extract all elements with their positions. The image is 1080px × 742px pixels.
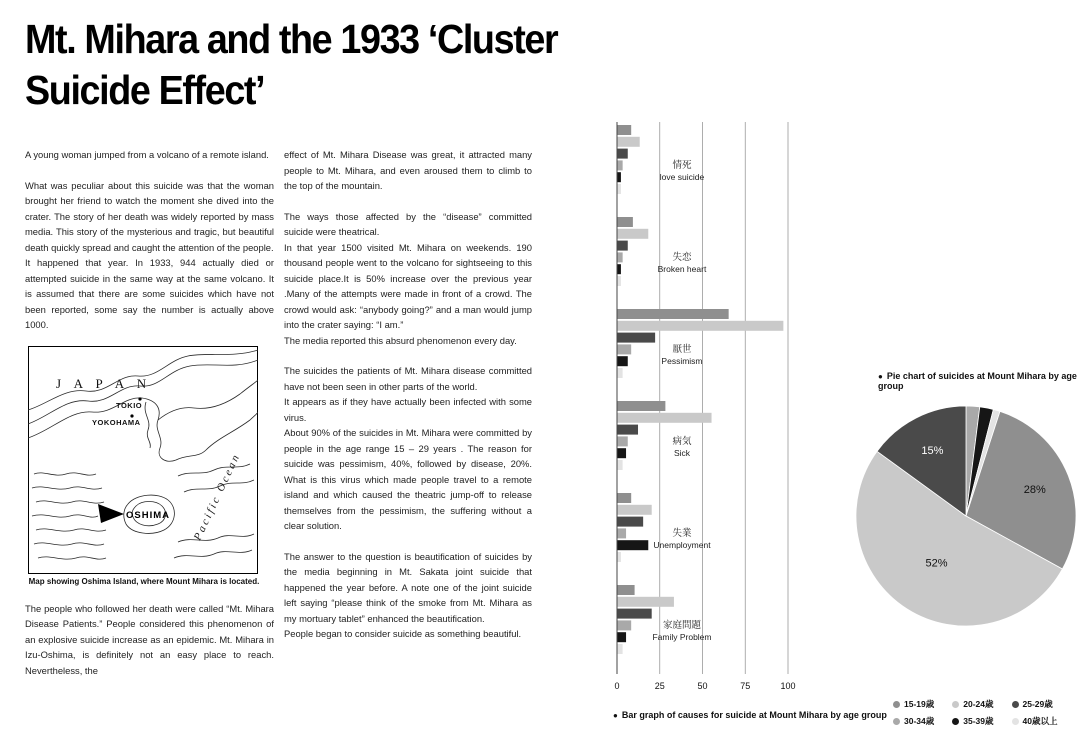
paragraph-left-1: A young woman jumped from a volcano of a remote island.	[25, 149, 269, 160]
category-label-ja: 失恋	[672, 252, 692, 263]
bar-chart-caption	[613, 710, 887, 720]
bar[interactable]	[618, 333, 656, 343]
middle-column	[284, 147, 532, 642]
paragraph-mid-8: The answer to the question is beautification of suicides by the media beginning in Mt. Sakata joint suicide that happened the year before. A note one of the joint suicide left saying “please think of the smoke from Mt. Mihara as my mortuary tablet” enhanced the beautification.	[284, 550, 532, 624]
category-label-ja: 厭世	[672, 344, 692, 355]
legend-item	[1012, 698, 1058, 710]
legend-label: 40歳以上	[1022, 716, 1058, 726]
category-label-en: Pessimism	[661, 356, 703, 366]
x-tick-label: 25	[654, 681, 665, 691]
bar[interactable]	[618, 276, 621, 286]
bar[interactable]	[618, 309, 729, 319]
map-svg	[28, 346, 258, 574]
bar[interactable]	[618, 229, 649, 239]
legend-item	[893, 715, 934, 727]
bar[interactable]	[618, 425, 639, 435]
x-tick-label: 0	[614, 681, 620, 691]
bar[interactable]	[618, 252, 623, 262]
category-label-ja: 情死	[672, 160, 692, 171]
legend-swatch-icon	[1012, 718, 1019, 725]
legend-label: 15-19歳	[904, 699, 935, 709]
title-line-1: Mt. Mihara and the 1933 ‘Cluster	[25, 16, 558, 62]
map-caption: Map showing Oshima Island, where Mount Mihara is located.	[28, 576, 260, 586]
bar[interactable]	[618, 241, 628, 251]
bar[interactable]	[618, 356, 628, 366]
paragraph-mid-5: The suicides the patients of Mt. Mihara disease committed have not been seen in other parts of the world.	[284, 365, 532, 392]
category-label-en: Sick	[673, 448, 691, 458]
legend-swatch-icon	[952, 718, 959, 725]
bar[interactable]	[618, 540, 649, 550]
map-label-oshima: OSHIMA	[126, 509, 170, 521]
bullet-icon: ●	[613, 711, 618, 720]
x-tick-label: 75	[740, 681, 751, 691]
category-label-ja: 失業	[672, 528, 692, 539]
legend-item	[893, 698, 934, 710]
legend-label: 30-34歳	[904, 716, 935, 726]
bar[interactable]	[618, 528, 627, 538]
pie-chart-svg	[852, 398, 1080, 630]
bullet-icon: ●	[878, 372, 883, 381]
x-tick-label: 100	[780, 681, 796, 691]
legend-label: 25-29歳	[1022, 699, 1053, 709]
category-label-ja: 家庭問題	[662, 620, 701, 631]
bar[interactable]	[618, 517, 644, 527]
bar[interactable]	[618, 585, 635, 595]
pie-chart-caption	[878, 371, 1080, 391]
paragraph-mid-7: About 90% of the suicides in Mt. Mihara were committed by people in the age range 15 – 29 years . The reason for suicide was pessimism, 40%, followed by disease, 20%. What is this virus which made people travel to a remote island and which caused the theatric jump-off to release themselves from the pessimism, the suffering without a clear solution.	[284, 427, 532, 531]
paragraph-mid-6: It appears as if they have actually been infected with some virus.	[284, 396, 532, 423]
paragraph-mid-9: People began to consider suicide as something beautiful.	[284, 628, 522, 639]
pie-caption-text: Pie chart of suicides at Mount Mihara by age group	[878, 371, 1077, 391]
title-line-2: Suicide Effect’	[25, 67, 265, 114]
legend-swatch-icon	[1012, 701, 1019, 708]
bar[interactable]	[618, 597, 674, 607]
bar[interactable]	[618, 264, 621, 274]
paragraph-left-4: The people who followed her death were called “Mt. Mihara Disease Patients.” People considered this phenomenon of an explosive suicide increase as an epidemic. Mt. Mihara in Izu-Oshima, is definitely not an easy place to reach. Nevertheless, the	[25, 602, 274, 676]
category-label-en: love suicide	[659, 172, 705, 182]
legend-item	[952, 715, 993, 727]
pie-chart	[852, 398, 1080, 635]
paragraph-mid-4: The media reported this absurd phenomenon every day.	[284, 334, 517, 346]
paragraph-mid-2: The ways those affected by the “disease” committed suicide were theatrical.	[284, 210, 532, 237]
map-label-pacific-ocean: Pacific Ocean	[191, 450, 243, 542]
legend-swatch-icon	[952, 701, 959, 708]
bar[interactable]	[618, 632, 627, 642]
category-label-en: Family Problem	[652, 632, 712, 642]
bar[interactable]	[618, 460, 623, 470]
category-label-ja: 病気	[672, 436, 692, 447]
age-legend	[893, 698, 1057, 727]
legend-label: 20-24歳	[963, 699, 994, 709]
map-label-tokio: TOKIO	[116, 400, 143, 410]
category-label-en: Unemployment	[653, 540, 711, 550]
bar[interactable]	[618, 321, 784, 331]
legend-label: 35-39歳	[963, 716, 994, 726]
left-column	[25, 147, 274, 678]
paragraph-left-3: It happened that year. In 1933, 944 actually died or attempted suicide in the same way at the same volcano. It is assumed that there are some suicides which have not been reported, some say the number is actually above 1000.	[25, 257, 274, 330]
legend-swatch-icon	[893, 701, 900, 708]
bar[interactable]	[618, 184, 621, 194]
bar-chart-svg	[600, 118, 815, 698]
bar[interactable]	[618, 368, 623, 378]
bar[interactable]	[618, 217, 633, 227]
paragraph-mid-3: In that year 1500 visited Mt. Mihara on weekends. 190 thousand people went to the volcano for sightseeing to this suicide place.It is 50% increase over the previous year .Many of the attempts were made in front of a crowd. The crowd would ask: “anybody going?” and a man would jump into the crater saying: “I am.”	[284, 241, 532, 330]
bar[interactable]	[618, 448, 627, 458]
legend-item	[952, 698, 993, 710]
bar[interactable]	[618, 137, 640, 147]
map-figure	[28, 346, 260, 586]
bar[interactable]	[618, 609, 652, 619]
bar[interactable]	[618, 620, 632, 630]
bar-caption-text: Bar graph of causes for suicide at Mount Mihara by age group	[621, 710, 887, 720]
bar-chart	[600, 118, 815, 703]
paragraph-left-2: What was peculiar about this suicide was that the woman brought her friend to watch the moment she dived into the crater. The story of her death was widely reported by mass media. This story of the mysterious and tragic, but beautiful death quickly spread and caught the attention of the people.	[25, 179, 274, 253]
legend-swatch-icon	[893, 718, 900, 725]
category-label-en: Broken heart	[657, 264, 707, 274]
bar[interactable]	[618, 149, 628, 159]
bar[interactable]	[618, 493, 632, 503]
page-title	[25, 14, 557, 117]
bar[interactable]	[618, 436, 628, 446]
bar[interactable]	[618, 160, 623, 170]
bar[interactable]	[618, 644, 623, 654]
map-label-japan: J A P A N	[56, 375, 152, 391]
bar[interactable]	[618, 344, 632, 354]
pie-label: 52%	[925, 557, 948, 570]
legend-item	[1012, 715, 1058, 727]
pie-label: 15%	[921, 445, 944, 458]
bar[interactable]	[618, 552, 621, 562]
x-tick-label: 50	[697, 681, 708, 691]
paragraph-mid-1: effect of Mt. Mihara Disease was great, it attracted many people to Mt. Mihara, and even aroused them to climb to the top of the mountain.	[284, 149, 532, 191]
pie-label: 28%	[1023, 483, 1046, 496]
bar[interactable]	[618, 505, 652, 515]
bar[interactable]	[618, 172, 621, 182]
map-label-yokohama: YOKOHAMA	[92, 417, 141, 427]
bar[interactable]	[618, 413, 712, 423]
bar[interactable]	[618, 401, 666, 411]
bar[interactable]	[618, 125, 632, 135]
